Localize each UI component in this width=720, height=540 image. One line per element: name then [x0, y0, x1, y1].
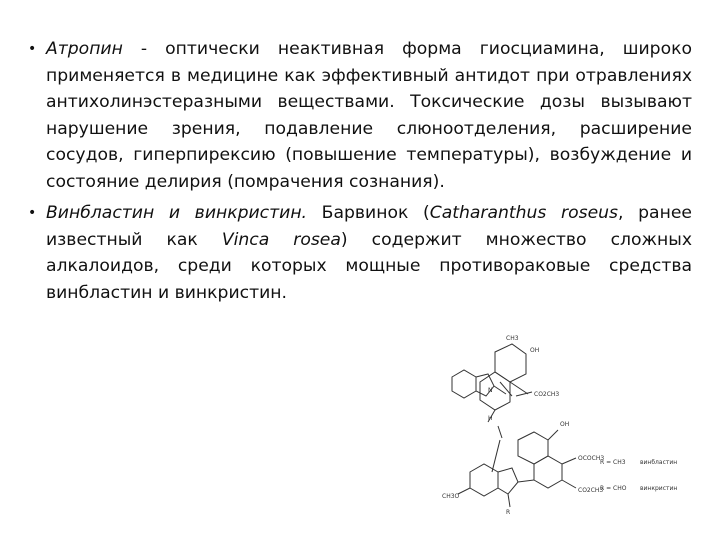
- lower-ring-a: [518, 432, 548, 464]
- label-h: H: [488, 415, 493, 422]
- bullet-marker: •: [28, 205, 37, 221]
- label-co2ch3-upper: CO2CH3: [534, 391, 560, 398]
- label-r-ch3: R = CH3: [600, 459, 626, 466]
- label-oh: OH: [530, 347, 540, 354]
- label-vinblastine: винбластин: [640, 459, 678, 466]
- vinblastine-text-before: Барвинок (: [307, 203, 430, 223]
- bullet-atropine: [28, 36, 692, 195]
- bullet-list: [28, 36, 692, 311]
- label-och3: CH3O: [442, 493, 460, 500]
- label-vincristine: винкристин: [640, 485, 678, 492]
- upper-ring-2: [480, 372, 510, 410]
- label-r: R: [506, 509, 511, 516]
- label-ch3-top: CH3: [506, 335, 519, 342]
- lower-indoline-benzene: [470, 464, 498, 496]
- vinblastine-text-after: ) содержит множество сложных алкалоидов, среди которых мощные противораковые средства винбластин и винкристин.: [46, 229, 692, 303]
- bullet-marker: •: [28, 41, 37, 57]
- upper-indole-benzene: [452, 370, 476, 398]
- latin-name-vinca: Vinca rosea: [221, 229, 341, 250]
- label-r-cho: R = CHO: [600, 485, 627, 492]
- label-ococh3: OCOCH3: [578, 455, 605, 462]
- term-vinblastine: Винбластин и винкристин.: [46, 203, 308, 223]
- upper-ring-1: [495, 344, 526, 382]
- term-atropine: Атропин: [46, 39, 123, 59]
- vinblastine-text-mid: , ранее известный как: [46, 203, 692, 250]
- atropine-text: - оптически неактивная форма гиосциамина, широко применяется в медицине как эффективный антидот при отравлениях антихолинэстеразными веществами. Токсические дозы вызывают нарушение зрения, подавление слюноотделения, расширение сосудов, гиперпирексию (повышение температуры), возбуждение и состояние делирия (помрачения сознания).: [46, 39, 692, 192]
- label-co2ch3-lower: CO2CH3: [578, 487, 604, 494]
- label-n: N: [488, 387, 493, 394]
- lower-ring-b: [534, 456, 562, 488]
- latin-name-catharanthus: Catharanthus roseus: [429, 203, 619, 223]
- label-oh2: OH: [560, 421, 570, 428]
- vinca-alkaloid-structure: [440, 322, 690, 517]
- lower-indoline-ring: [498, 468, 518, 494]
- bullet-vinblastine: [28, 200, 692, 306]
